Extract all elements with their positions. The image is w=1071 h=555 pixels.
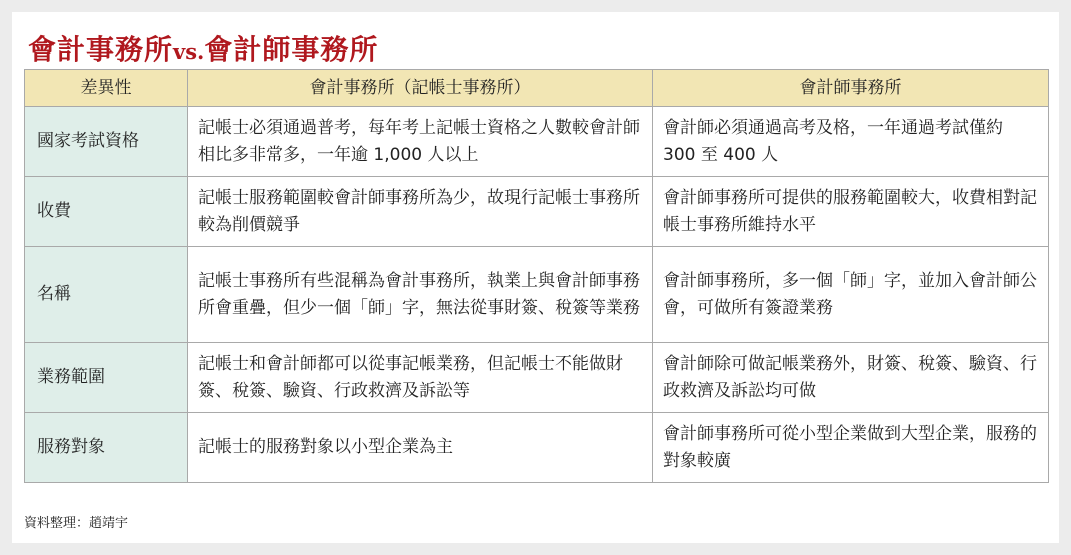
cpa-firm-cell: 會計師必須通過高考及格，一年通過考試僅約 300 至 400 人 bbox=[653, 107, 1049, 177]
cpa-firm-cell: 會計師事務所可從小型企業做到大型企業，服務的對象較廣 bbox=[653, 413, 1049, 483]
page-title bbox=[28, 34, 378, 68]
accounting-firm-cell: 記帳士事務所有些混稱為會計事務所，執業上與會計師事務所會重疊，但少一個「師」字，無法從事財簽、稅簽等業務 bbox=[188, 247, 653, 343]
header-cpa-firm: 會計師事務所 bbox=[653, 70, 1049, 107]
title-vs: vs. bbox=[173, 39, 205, 64]
row-label: 業務範圍 bbox=[25, 343, 188, 413]
title-part2: 會計師事務所 bbox=[204, 33, 379, 66]
cpa-firm-cell: 會計師事務所可提供的服務範圍較大，收費相對記帳士事務所維持水平 bbox=[653, 177, 1049, 247]
table-row bbox=[25, 343, 1049, 413]
row-label: 國家考試資格 bbox=[25, 107, 188, 177]
comparison-table bbox=[24, 69, 1049, 483]
accounting-firm-cell: 記帳士必須通過普考，每年考上記帳士資格之人數較會計師相比多非常多，一年逾 1,000 人以上 bbox=[188, 107, 653, 177]
accounting-firm-cell: 記帳士服務範圍較會計師事務所為少，故現行記帳士事務所較為削價競爭 bbox=[188, 177, 653, 247]
row-label: 服務對象 bbox=[25, 413, 188, 483]
table-row bbox=[25, 107, 1049, 177]
table-row bbox=[25, 177, 1049, 247]
infographic-card bbox=[12, 12, 1059, 543]
table-row bbox=[25, 413, 1049, 483]
table-row bbox=[25, 247, 1049, 343]
cpa-firm-cell: 會計師事務所，多一個「師」字，並加入會計師公會，可做所有簽證業務 bbox=[653, 247, 1049, 343]
header-accounting-firm: 會計事務所（記帳士事務所） bbox=[188, 70, 653, 107]
source-credit: 資料整理：趙靖宇 bbox=[24, 516, 129, 531]
header-row bbox=[25, 70, 1049, 107]
header-difference: 差異性 bbox=[25, 70, 188, 107]
accounting-firm-cell: 記帳士和會計師都可以從事記帳業務，但記帳士不能做財簽、稅簽、驗資、行政救濟及訴訟等 bbox=[188, 343, 653, 413]
cpa-firm-cell: 會計師除可做記帳業務外，財簽、稅簽、驗資、行政救濟及訴訟均可做 bbox=[653, 343, 1049, 413]
accounting-firm-cell: 記帳士的服務對象以小型企業為主 bbox=[188, 413, 653, 483]
row-label: 收費 bbox=[25, 177, 188, 247]
title-part1: 會計事務所 bbox=[28, 33, 174, 66]
row-label: 名稱 bbox=[25, 247, 188, 343]
